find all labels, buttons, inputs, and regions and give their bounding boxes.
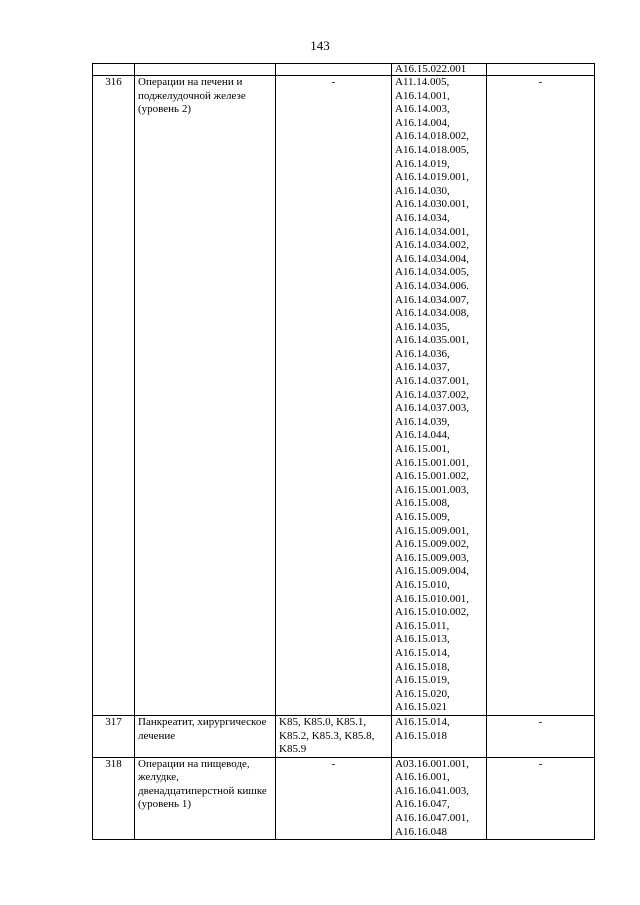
service-code: A16.16.048 (395, 825, 447, 838)
service-code: A16.15.001, (395, 443, 450, 456)
service-code: A03.16.001.001, (395, 757, 469, 770)
service-code: A16.15.014, (395, 715, 450, 728)
service-code: A16.14.044, (395, 429, 450, 442)
service-code: A16.15.009.003, (395, 551, 469, 564)
service-code: A16.15.009.001, (395, 524, 469, 537)
row-number: 318 (93, 757, 135, 840)
service-code: A16.15.018 (395, 729, 447, 742)
row-codes (392, 76, 487, 716)
row-name: Панкреатит, хирургическое лечение (135, 715, 276, 757)
row-name: Операции на печени и поджелудочной железе (уровень 2) (135, 76, 276, 716)
service-code: A16.14.034.001, (395, 225, 469, 238)
service-code: A16.14.037, (395, 361, 450, 374)
service-code: A16.16.047.001, (395, 812, 469, 825)
service-code: A16.14.030, (395, 184, 450, 197)
service-code: A16.14.034.004, (395, 252, 469, 265)
service-code: A16.16.041.003, (395, 784, 469, 797)
service-code: A16.15.001.001, (395, 456, 469, 469)
row-codes (392, 64, 487, 76)
service-code: A16.15.010.002, (395, 606, 469, 619)
service-code: A16.15.010.001, (395, 592, 469, 605)
service-code: A16.15.019, (395, 674, 450, 687)
table-row (93, 76, 595, 716)
service-code: A16.16.047, (395, 798, 450, 811)
service-code: A16.15.009.004, (395, 565, 469, 578)
service-code: A16.15.022.001 (395, 63, 467, 75)
row-number: 317 (93, 715, 135, 757)
service-code: A16.14.034.008, (395, 307, 469, 320)
service-code: A16.14.036, (395, 347, 450, 360)
service-code: A16.14.001, (395, 89, 450, 102)
service-code: A16.15.018, (395, 660, 450, 673)
service-code: A16.14.004, (395, 116, 450, 129)
row-icd: - (276, 76, 392, 716)
service-code: A16.14.019.001, (395, 171, 469, 184)
row-icd (276, 64, 392, 76)
service-code: A16.14.018.005, (395, 143, 469, 156)
service-code: A16.15.009.002, (395, 538, 469, 551)
row-number: 316 (93, 76, 135, 716)
service-code: A16.15.001.002, (395, 470, 469, 483)
service-code: A16.14.034.002, (395, 239, 469, 252)
table-row (93, 64, 595, 76)
service-code: A11.14.005, (395, 76, 450, 88)
service-code: A16.15.021 (395, 701, 447, 714)
service-code: A16.14.037.003, (395, 402, 469, 415)
row-extra: - (487, 757, 595, 840)
service-code: A16.16.001, (395, 771, 450, 784)
service-code: A16.14.035.001, (395, 334, 469, 347)
table-row (93, 757, 595, 840)
page-number: 143 (310, 38, 330, 53)
service-code: A16.15.009, (395, 511, 450, 523)
service-code: A16.14.037.002, (395, 388, 469, 401)
service-code: A16.14.019, (395, 157, 450, 170)
row-name (135, 64, 276, 76)
service-code: A16.15.010, (395, 578, 450, 591)
service-code: A16.15.011, (395, 619, 450, 632)
service-code: A16.14.030.001, (395, 198, 469, 211)
row-extra: - (487, 715, 595, 757)
row-codes (392, 757, 487, 840)
row-icd: K85, K85.0, K85.1, K85.2, K85.3, K85.8, K85.9 (276, 715, 392, 757)
row-codes (392, 715, 487, 757)
row-number (93, 64, 135, 76)
service-code: A16.15.014, (395, 646, 450, 659)
service-code: A16.14.018.002, (395, 130, 469, 143)
service-code: A16.14.034.005, (395, 266, 469, 279)
table-row (93, 715, 595, 757)
service-code: A16.15.013, (395, 633, 450, 646)
row-icd: - (276, 757, 392, 840)
service-code: A16.15.008, (395, 497, 450, 510)
service-code: A16.14.037.001, (395, 375, 469, 388)
service-code: A16.14.035, (395, 320, 450, 333)
service-code: A16.14.034, (395, 211, 450, 224)
row-extra: - (487, 76, 595, 716)
service-code: A16.15.001.003, (395, 483, 469, 496)
service-code: A16.15.020, (395, 687, 450, 700)
service-code: A16.14.003, (395, 103, 450, 116)
service-code: A16.14.034.006. (395, 279, 469, 292)
row-name: Операции на пищеводе, желудке, двенадцатиперстной кишке (уровень 1) (135, 757, 276, 840)
row-extra (487, 64, 595, 76)
service-code: A16.14.039, (395, 415, 450, 428)
services-table (92, 63, 595, 840)
service-code: A16.14.034.007, (395, 293, 469, 306)
